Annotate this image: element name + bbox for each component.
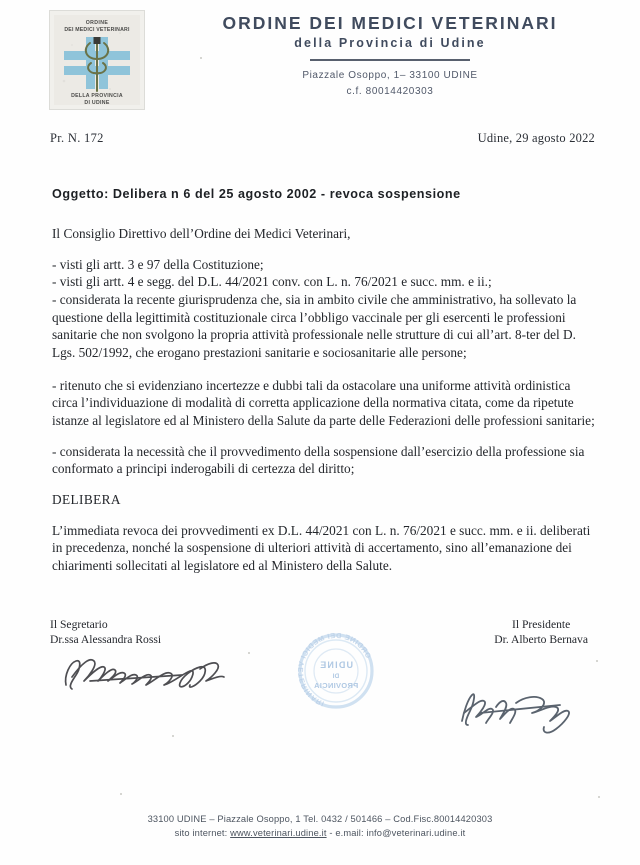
subject-line: Oggetto: Delibera n 6 del 25 agosto 2002 - revoca sospensione [52,187,461,201]
paper-speck [248,652,250,654]
secretary-role: Il Segretario [50,617,108,631]
footer-address-line: 33100 UDINE – Piazzale Osoppo, 1 Tel. 0432 / 501466 – Cod.Fisc.80014420303 [147,814,493,825]
organization-tax-code: c.f. 80014420303 [346,85,434,97]
svg-text:PROVINCIA: PROVINCIA [313,680,359,690]
footer-email-link[interactable]: info@veterinari.udine.it [366,828,466,839]
letterhead-header [0,0,640,120]
document-body [52,225,598,575]
svg-text:DI: DI [332,672,340,680]
resolution-paragraph: L’immediata revoca dei provvedimenti ex D.L. 44/2021 con L. n. 76/2021 e succ. mm. e ii. deliberati in precedenza, nonché la sospensione di ulteriori attività di accertamento, sino all’emanazione dei chiarimenti sollecitati al legislatore ed al Ministero della Salute. [52,522,591,574]
considerations-list [52,256,598,362]
svg-text:ORDINE: ORDINE [85,20,109,26]
consideration-item: - visti gli artt. 3 e 97 della Costituzione; [52,256,264,272]
institution-logo [49,10,145,110]
paper-speck [120,793,122,795]
paper-speck [596,660,598,662]
place-and-date: Udine, 29 agosto 2022 [477,131,595,145]
svg-text:UDINE: UDINE [318,659,354,670]
footer-website-link[interactable]: www.veterinari.udine.it [230,828,327,839]
consideration-item: - considerata la recente giurisprudenza che, sia in ambito civile che amministrativo, ha sollevato la questione della legittimità costituzionale circa l’obbligo vaccinale per gli esercenti le professioni sanitarie che non svolgono la propria attività professionale nelle strutture di cui all’art. 8-ter del D. Lgs. 502/1992, che erogano prestazioni sanitarie e sociosanitarie alle persone; [52,292,577,361]
president-name: Dr. Alberto Bernava [494,633,588,647]
president-handwritten-signature [456,685,596,742]
organization-subtitle: della Provincia di Udine [294,36,486,51]
official-stamp [288,623,384,719]
protocol-number: Pr. N. 172 [50,131,104,145]
organization-address: Piazzale Osoppo, 1– 33100 UDINE [302,70,478,82]
svg-text:DEI MEDICI VETERINARI: DEI MEDICI VETERINARI [64,27,130,33]
consideration-item: - visti gli artt. 4 e segg. del D.L. 44/2021 conv. con L. n. 76/2021 e succ. mm. e ii.; [52,274,492,290]
secretary-name: Dr.ssa Alessandra Rossi [50,633,162,647]
body-paragraph-2: - ritenuto che si evidenziano incertezze e dubbi tali da ostacolare una uniforme attività ordinistica circa l’individuazione di modalità di corretta applicazione della normativa citata, come da ripetute istanze al legislatore ed al Ministero della Salute da parte delle Federazioni delle professioni sanitarie; [52,377,595,429]
footer-site-prefix: sito internet: [174,828,231,839]
protocol-row [0,131,640,151]
page-footer [0,813,640,841]
delibera-heading: DELIBERA [52,492,121,508]
svg-text:DELLA PROVINCIA: DELLA PROVINCIA [71,93,123,99]
president-role: Il Presidente [512,617,571,631]
secretary-signature-block [50,617,161,648]
svg-text:DI UDINE: DI UDINE [84,100,110,106]
paper-speck [200,57,202,59]
paper-speck [172,735,174,737]
footer-email-prefix: - e.mail: [326,828,367,839]
president-signature-block [494,617,588,648]
footer-contact-line [0,827,640,841]
svg-text:ORDINE DEI MEDICI VETERINARI: ORDINE DEI MEDICI VETERINARI [295,630,374,709]
secretary-handwritten-signature [60,645,240,702]
body-paragraph-3: - considerata la necessità che il provvedimento della sospensione dall’esercizio della professione sia conformato a principi inderogabili di certezza del diritto; [52,443,585,477]
body-lead: Il Consiglio Direttivo dell’Ordine dei Medici Veterinari, [52,226,351,241]
header-divider [310,59,470,61]
paper-speck [598,796,600,798]
signature-area [0,617,640,767]
organization-title: ORDINE DEI MEDICI VETERINARI [222,13,558,33]
letterhead-text [180,13,600,99]
